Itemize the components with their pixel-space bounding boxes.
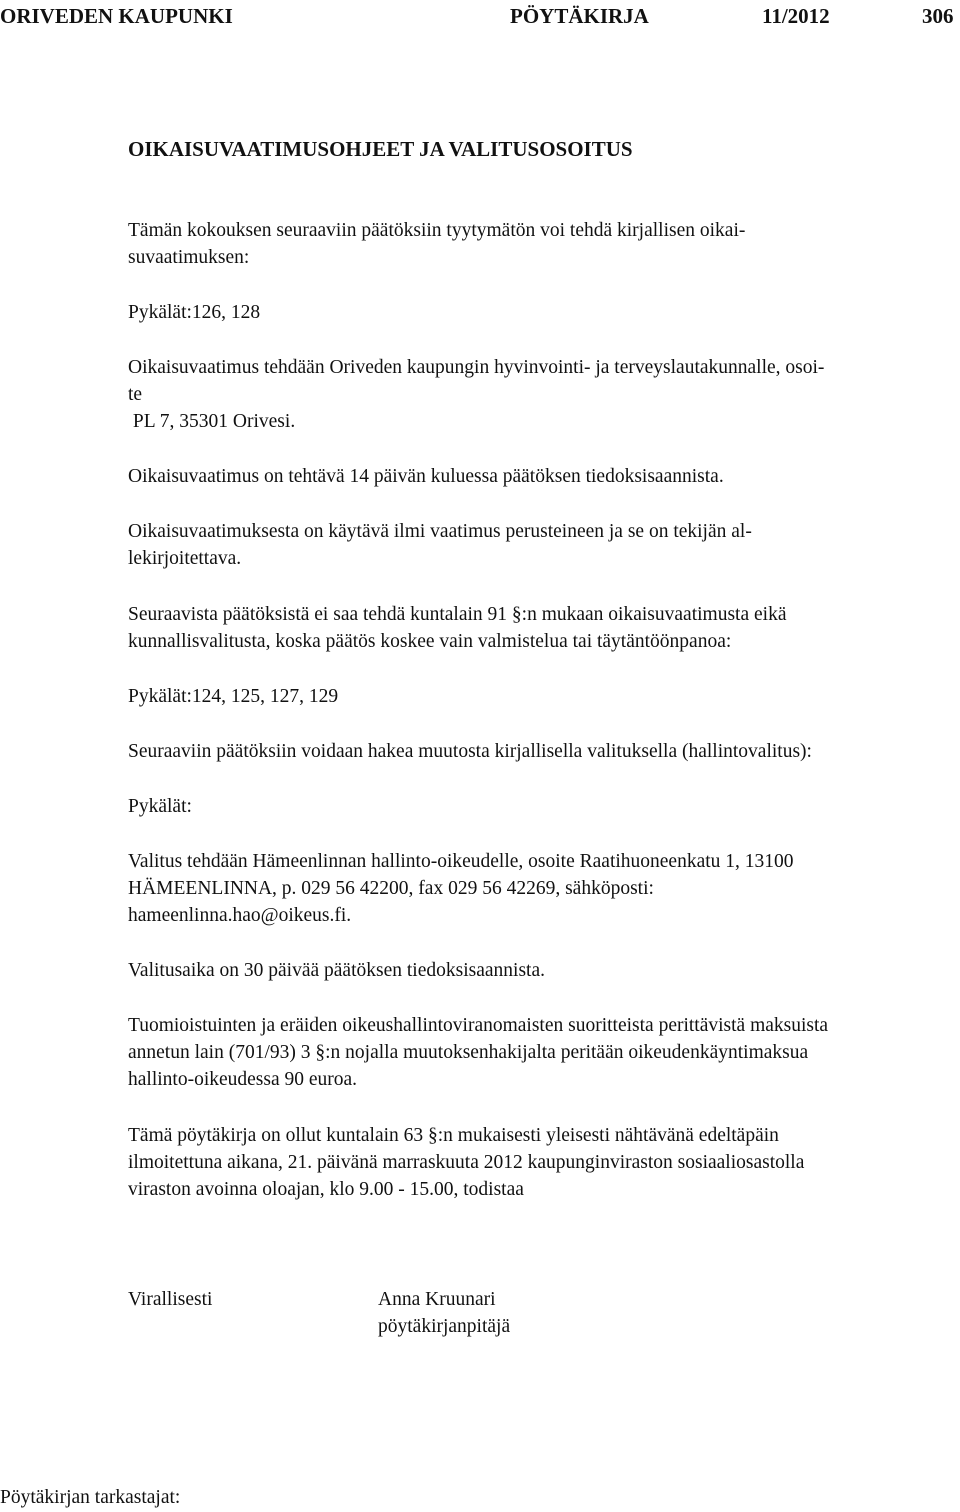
no-appeal-line-2: kunnallisvalitusta, koska päätös koskee vain valmistelua tai täytäntöönpanoa: bbox=[128, 631, 732, 652]
intro-line-2: suvaatimuksen: bbox=[128, 247, 250, 268]
fee-line-2: annetun lain (701/93) 3 §:n nojalla muutoksenhakijalta peritään oikeudenkäyntimaksua bbox=[128, 1042, 809, 1063]
header-issue: 11/2012 bbox=[762, 4, 830, 28]
pykalat-list-2: Pykälät:124, 125, 127, 129 bbox=[128, 686, 339, 707]
court-line-2: HÄMEENLINNA, p. 029 56 42200, fax 029 56 42269, sähköposti: bbox=[128, 878, 654, 899]
signatory-role: pöytäkirjanpitäjä bbox=[378, 1316, 511, 1337]
display-line-3: viraston avoinna oloajan, klo 9.00 - 15.00, todistaa bbox=[128, 1179, 524, 1200]
header-page-number: 306 bbox=[922, 4, 954, 28]
deadline-text: Oikaisuvaatimus on tehtävä 14 päivän kuluessa päätöksen tiedoksisaannista. bbox=[128, 466, 724, 487]
address-line-2: te bbox=[128, 384, 143, 405]
display-line-1: Tämä pöytäkirja on ollut kuntalain 63 §:n mukaisesti yleisesti nähtävänä edeltäpäin bbox=[128, 1125, 779, 1146]
appeal-intro: Seuraaviin päätöksiin voidaan hakea muutosta kirjallisella valituksella (hallintovalitus): bbox=[128, 741, 812, 762]
reviewers-label: Pöytäkirjan tarkastajat: bbox=[0, 1487, 181, 1508]
address-line-3: PL 7, 35301 Orivesi. bbox=[128, 411, 296, 432]
appeal-period-text: Valitusaika on 30 päivää päätöksen tiedoksisaannista. bbox=[128, 960, 545, 981]
pykalat-list-1: Pykälät:126, 128 bbox=[128, 302, 261, 323]
pykalat-list-3: Pykälät: bbox=[128, 796, 192, 817]
court-line-1: Valitus tehdään Hämeenlinnan hallinto-oikeudelle, osoite Raatihuoneenkatu 1, 13100 bbox=[128, 851, 794, 872]
requirement-line-2: lekirjoitettava. bbox=[128, 548, 242, 569]
intro-line-1: Tämän kokouksen seuraaviin päätöksiin tyytymätön voi tehdä kirjallisen oikai- bbox=[128, 220, 746, 241]
signature-label: Virallisesti bbox=[128, 1289, 213, 1310]
fee-line-1: Tuomioistuinten ja eräiden oikeushallintoviranomaisten suoritteista perittävistä maksuista bbox=[128, 1015, 829, 1036]
display-line-2: ilmoitettuna aikana, 21. päivänä marraskuuta 2012 kaupunginviraston sosiaaliosastolla bbox=[128, 1152, 805, 1173]
address-line-1: Oikaisuvaatimus tehdään Oriveden kaupungin hyvinvointi- ja terveyslautakunnalle, osoi- bbox=[128, 357, 825, 378]
document-title: OIKAISUVAATIMUSOHJEET JA VALITUSOSOITUS bbox=[128, 137, 633, 161]
signatory-name: Anna Kruunari bbox=[378, 1289, 496, 1310]
no-appeal-line-1: Seuraavista päätöksistä ei saa tehdä kuntalain 91 §:n mukaan oikaisuvaatimusta eikä bbox=[128, 604, 787, 625]
fee-line-3: hallinto-oikeudessa 90 euroa. bbox=[128, 1069, 358, 1090]
header-doc-type: PÖYTÄKIRJA bbox=[510, 4, 649, 28]
court-email: hameenlinna.hao@oikeus.fi. bbox=[128, 905, 352, 926]
requirement-line-1: Oikaisuvaatimuksesta on käytävä ilmi vaatimus perusteineen ja se on tekijän al- bbox=[128, 521, 752, 542]
header-org: ORIVEDEN KAUPUNKI bbox=[0, 4, 233, 28]
